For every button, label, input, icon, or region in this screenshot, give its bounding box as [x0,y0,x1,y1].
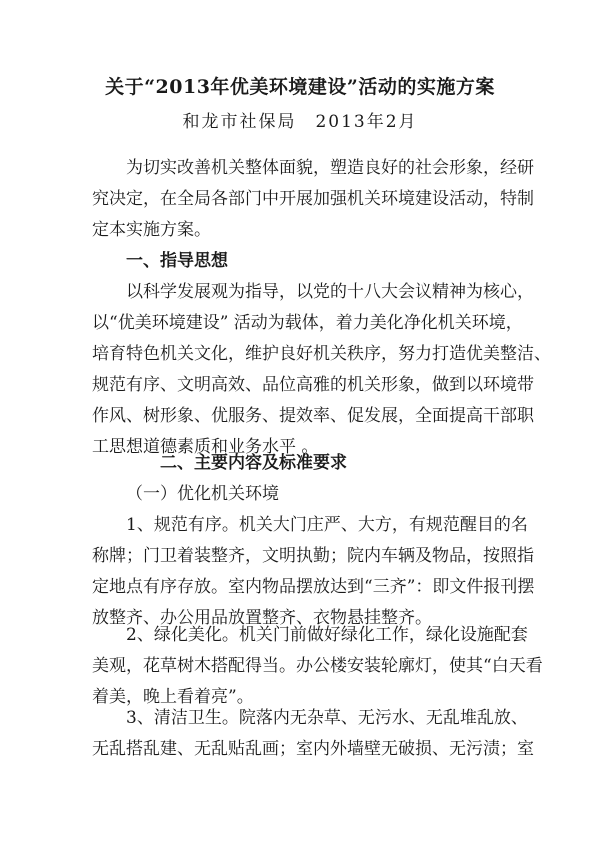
heading-text: 一、指导思想 [126,251,228,271]
section-heading-content [92,448,522,479]
text-line: 为切实改善机关整体面貌，塑造良好的社会形象，经研 [126,158,534,178]
text-line: 着美，晚上看着亮”。 [92,687,254,707]
text-line: 定地点有序存放。室内物品摆放达到“三齐”：即文件报刊摆 [92,577,535,597]
text-line: 培育特色机关文化，维护良好机关秩序，努力打造优美整洁、 [92,344,551,364]
subsection-heading-environment [92,479,522,510]
text-line: 规范有序、文明高效、品位高雅的机关形象，做到以环境带 [92,375,534,395]
text-line: 1、规范有序。机关大门庄严、大方，有规范醒目的名 [126,515,528,535]
section-heading-guiding [92,246,522,277]
guiding-paragraph [92,277,551,463]
text-line: 作风、树形象、优服务、提效率、促发展，全面提高干部职 [92,406,534,426]
text-line: 放整齐、办公用品放置整齐、衣物悬挂整齐。 [92,608,432,628]
text-line: 美观，花草树木搭配得当。办公楼安装轮廓灯，使其“白天看 [92,656,543,676]
text-line: 以科学发展观为指导，以党的十八大会议精神为核心， [126,282,534,302]
text-line: 定本实施方案。 [92,220,211,240]
heading-text: 二、主要内容及标准要求 [160,453,347,473]
document-title: 关于“2013年优美环境建设”活动的实施方案 [105,76,495,98]
intro-paragraph [92,153,534,246]
item-3-paragraph [92,703,534,765]
item-1-paragraph [92,510,535,634]
text-line: 无乱搭乱建、无乱贴乱画；室内外墙壁无破损、无污渍；室 [92,739,534,759]
text-line: 以“优美环境建设” 活动为载体，着力美化净化机关环境， [92,313,523,333]
item-2-paragraph [92,620,543,713]
text-line: 2、绿化美化。机关门前做好绿化工作，绿化设施配套 [126,625,528,645]
text-line: 工思想道德素质和业务水平 。 [92,437,319,457]
text-line: 称牌；门卫着装整齐，文明执勤；院内车辆及物品，按照指 [92,546,534,566]
text-line: 3、清洁卫生。院落内无杂草、无污水、无乱堆乱放、 [126,708,528,728]
heading-text: （一）优化机关环境 [126,484,279,504]
text-line: 究决定，在全局各部门中开展加强机关环境建设活动，特制 [92,189,534,209]
document-subtitle: 和龙市社保局 2013年2月 [182,112,418,132]
